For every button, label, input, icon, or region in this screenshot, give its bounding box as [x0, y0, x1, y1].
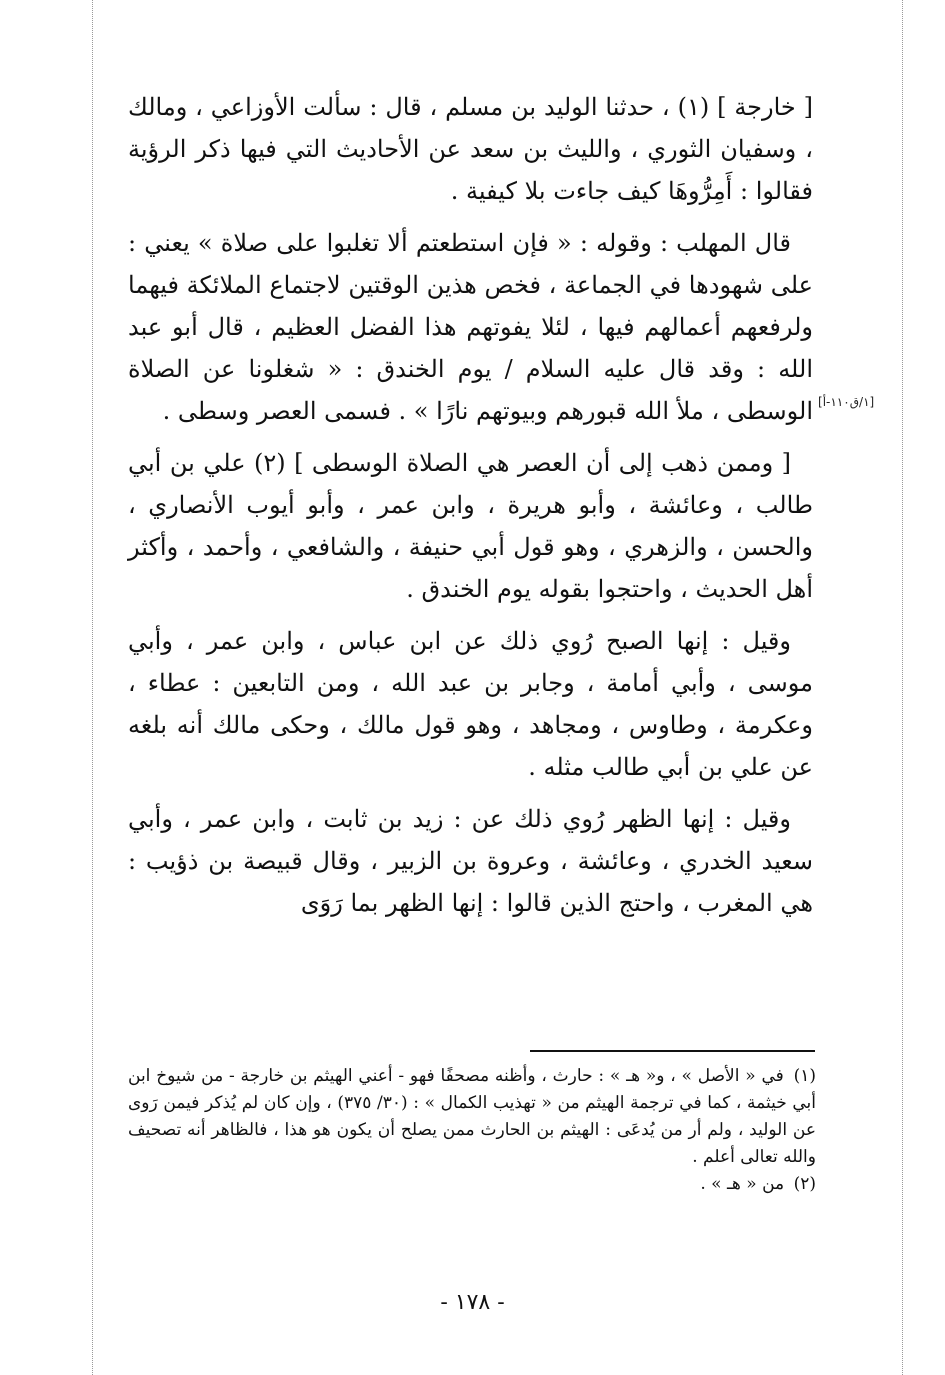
- footnote-separator: [530, 1050, 815, 1052]
- paragraph-2: قال المهلب : وقوله : « فإن استطعتم ألا تغلبوا على صلاة » يعني : على شهودها في الجماعة ، فخص هذين الوقتين لاجتماع الملائكة فيهما ولرفعهم أعمالهم فيها ، لئلا يفوتهم هذا الفضل العظيم ، قال أبو عبد الله : وقد قال عليه السلام / يوم الخندق : « شغلونا عن الصلاة الوسطى ، ملأ الله قبورهم وبيوتهم نارًا » . فسمى العصر وسطى .: [128, 229, 813, 425]
- paragraph-1: [ خارجة ] (١) ، حدثنا الوليد بن مسلم ، قال : سألت الأوزاعي ، ومالك ، وسفيان الثوري ، والليث بن سعد عن الأحاديث التي فيها ذكر الرؤية فقالوا : أَمِرُّوهَا كيف جاءت بلا كيفية .: [128, 93, 813, 205]
- footnote-text: في « الأصل » ، و« هـ » : حارث ، وأظنه مصحفًا فهو - أعني الهيثم بن خارجة - من شيوخ ابن أبي خيثمة ، كما في ترجمة الهيثم من « تهذيب الكمال » : (٣٠/ ٣٧٥) ، وإن كان لم يُذكر فيمن رَوى عن الوليد ، ولم أر من يُدعَى : الهيثم بن الحارث ممن يصلح أن يكون هو هذا ، فالظاهر أنه تصحيف والله تعالى أعلم .: [128, 1066, 816, 1167]
- footnote-number: (١): [793, 1066, 817, 1086]
- left-margin-guide: [92, 0, 93, 1375]
- footnote-number: (٢): [793, 1174, 816, 1194]
- main-text: [128, 86, 813, 934]
- paragraph-4: وقيل : إنها الصبح رُوي ذلك عن ابن عباس ، وابن عمر ، وأبي موسى ، وأبي أمامة ، وجابر بن عبد الله ، ومن التابعين : عطاء ، وعكرمة ، وطاوس ، ومجاهد ، وهو قول مالك ، وحكى مالك أنه بلغه عن علي بن أبي طالب مثله .: [128, 627, 813, 781]
- paragraph-5: وقيل : إنها الظهر رُوي ذلك عن : زيد بن ثابت ، وابن عمر ، وأبي سعيد الخدري ، وعائشة ، وعروة بن الزبير ، وقال قبيصة بن ذؤيب : هي المغرب ، واحتج الذين قالوا : إنها الظهر بما رَوَى: [128, 805, 813, 917]
- paragraph-3: [ وممن ذهب إلى أن العصر هي الصلاة الوسطى ] (٢) علي بن أبي طالب ، وعائشة ، وأبو هريرة ، وابن عمر ، وأبو أيوب الأنصاري ، والحسن ، والزهري ، وهو قول أبي حنيفة ، والشافعي ، وأحمد ، وأكثر أهل الحديث ، واحتجوا بقوله يوم الخندق .: [128, 449, 813, 603]
- footnote-1: [128, 1063, 816, 1171]
- right-margin-guide: [902, 0, 903, 1375]
- manuscript-folio-note: [١/ق١١٠-أ]: [818, 395, 875, 409]
- footnotes: [128, 1063, 816, 1198]
- footnote-text: من « هـ » .: [700, 1174, 785, 1194]
- footnote-2: [128, 1171, 816, 1198]
- page-number: - ١٧٨ -: [440, 1290, 505, 1315]
